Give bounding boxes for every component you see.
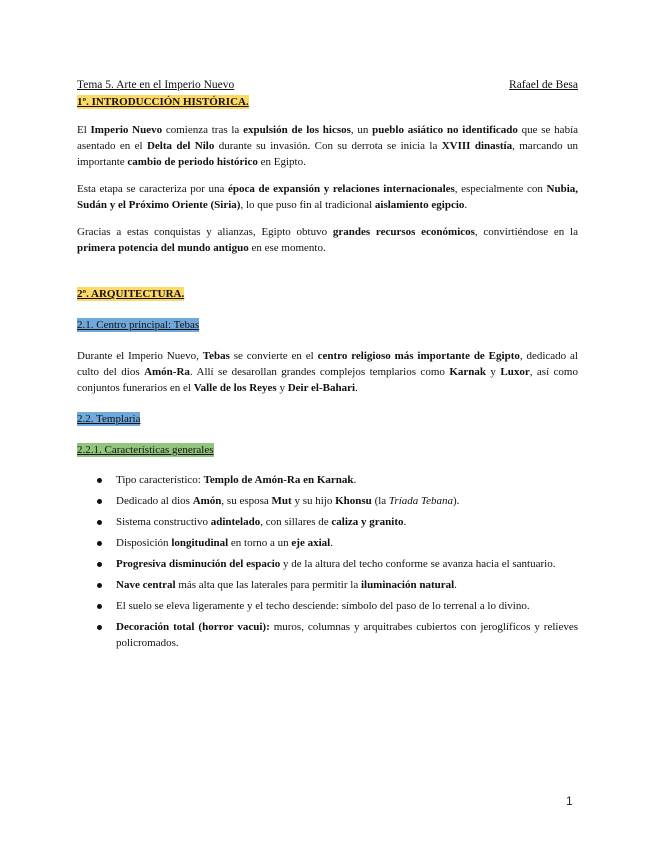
section-1-heading-line xyxy=(77,94,578,110)
tebas-paragraph xyxy=(77,348,578,396)
text-run: Disposición xyxy=(116,537,172,549)
bold-text: Tebas xyxy=(202,350,230,362)
subsection-2-1-heading-line xyxy=(77,317,578,333)
text-run: . xyxy=(403,516,407,528)
text-run: se convierte en el xyxy=(229,350,318,362)
bullet-icon xyxy=(97,583,102,588)
bold-text: Khonsu xyxy=(335,495,372,507)
subsection-2-2-1-heading: 2.2.1. Características generales xyxy=(77,444,214,456)
list-item xyxy=(77,619,578,651)
intro-paragraph-1 xyxy=(77,122,578,170)
text-run: . xyxy=(353,474,357,486)
bullet-icon xyxy=(97,625,102,630)
text-run: , lo que puso fin al tradicional xyxy=(240,199,375,211)
text-run: . xyxy=(330,537,333,549)
bullet-icon xyxy=(97,604,102,609)
text-run: , un xyxy=(350,124,373,136)
list-item xyxy=(77,493,578,509)
list-item xyxy=(77,535,578,551)
page-header xyxy=(77,78,578,92)
text-run: y de la altura del techo conforme se avanza hacia el santuario. xyxy=(280,558,556,570)
text-run: , con sillares de xyxy=(260,516,332,528)
bold-text: Delta del Nilo xyxy=(146,140,215,152)
bold-text: cambio de periodo histórico xyxy=(127,156,258,168)
list-item xyxy=(77,472,578,488)
text-run: . xyxy=(454,579,457,591)
text-run: , convirtiéndose en la xyxy=(474,226,578,238)
text-run: El xyxy=(77,124,91,136)
bold-text: primera potencia del mundo antiguo xyxy=(77,242,249,254)
bold-text: pueblo asiático no identificado xyxy=(372,124,518,136)
bold-text: eje axial xyxy=(291,537,331,549)
bold-text: grandes recursos económicos xyxy=(332,226,475,238)
text-run: y xyxy=(276,382,288,394)
text-run: Sistema constructivo xyxy=(116,516,211,528)
subsection-2-2-1-heading-line xyxy=(77,442,578,458)
bold-text: Imperio Nuevo xyxy=(90,124,163,136)
header-title: Tema 5. Arte en el Imperio Nuevo xyxy=(77,79,235,91)
intro-paragraph-2 xyxy=(77,181,578,213)
bold-text: Amón xyxy=(192,495,222,507)
text-run: y xyxy=(486,366,501,378)
bold-text: caliza y granito xyxy=(331,516,404,528)
section-2-heading-line xyxy=(77,286,578,302)
text-run: durante su invasión. Con su derrota se inicia la xyxy=(214,140,442,152)
text-run: . xyxy=(464,199,468,211)
bold-text: Amón-Ra xyxy=(144,366,190,378)
bold-text: Mut xyxy=(271,495,292,507)
bold-text: Luxor xyxy=(500,366,530,378)
list-item xyxy=(77,577,578,593)
list-item xyxy=(77,598,578,614)
list-item xyxy=(77,556,578,572)
italic-text: Tríada Tebana xyxy=(388,495,454,507)
bold-text: expulsión de los hicsos xyxy=(243,124,351,136)
header-author: Rafael de Besa xyxy=(509,79,578,91)
text-run: , así como conjuntos funerarios en el xyxy=(77,366,578,394)
bold-text: Templo de Amón-Ra en Karnak xyxy=(203,474,354,486)
text-run: , marcando un importante xyxy=(77,140,578,168)
bold-text: adintelado xyxy=(210,516,261,528)
text-run: Tipo característico: xyxy=(116,474,204,486)
text-run: (la xyxy=(371,495,389,507)
bullet-icon xyxy=(97,562,102,567)
bullet-icon xyxy=(97,499,102,504)
text-run: y su hijo xyxy=(291,495,336,507)
subsection-2-2-heading-line xyxy=(77,411,578,427)
text-run: . xyxy=(355,382,358,394)
bold-text: Deir el-Bahari xyxy=(287,382,356,394)
text-run: que se había asentado en el xyxy=(77,124,579,152)
text-run: . Allí se desarollan grandes complejos templarios como xyxy=(189,366,450,378)
text-run: , dedicado al culto del dios xyxy=(77,350,578,378)
bold-text: época de expansión y relaciones internacionales xyxy=(228,183,455,195)
document-page xyxy=(77,78,578,656)
text-run: Esta etapa se caracteriza por una xyxy=(77,183,229,195)
text-run: en Egipto. xyxy=(257,156,306,168)
section-2-heading: 2º. ARQUITECTURA. xyxy=(77,288,185,300)
bold-text: Nave central xyxy=(116,579,176,591)
bold-text: Nubia, Sudán y el Próximo Oriente (Siria) xyxy=(77,183,579,211)
text-run: comienza tras la xyxy=(162,124,244,136)
bullet-icon xyxy=(97,478,102,483)
bold-text: centro religioso más importante de Egipto xyxy=(317,350,520,362)
characteristics-list xyxy=(77,472,578,651)
text-run: más alta que las laterales para permitir la xyxy=(175,579,361,591)
bold-text: Decoración total (horror vacui): xyxy=(116,621,270,633)
list-item xyxy=(77,514,578,530)
bullet-icon xyxy=(97,520,102,525)
bold-text: Valle de los Reyes xyxy=(193,382,277,394)
bullet-icon xyxy=(97,541,102,546)
text-run: , su esposa xyxy=(221,495,272,507)
bold-text: aislamiento egipcio xyxy=(374,199,465,211)
bold-text: iluminación natural xyxy=(360,579,455,591)
text-run: , especialmente con xyxy=(454,183,547,195)
bold-text: Karnak xyxy=(449,366,486,378)
text-run: Gracias a estas conquistas y alianzas, Egipto obtuvo xyxy=(77,226,333,238)
subsection-2-2-heading: 2.2. Templaria xyxy=(77,413,141,425)
text-run: en ese momento. xyxy=(248,242,326,254)
page-number: 1 xyxy=(566,794,573,808)
text-run: Durante el Imperio Nuevo, xyxy=(77,350,203,362)
intro-paragraph-3 xyxy=(77,224,578,256)
text-run: muros, columnas y arquitrabes cubiertos con jeroglíficos y relieves policromados. xyxy=(116,621,578,649)
text-run: ). xyxy=(453,495,460,507)
bold-text: Progresiva disminución del espacio xyxy=(116,558,281,570)
text-run: El suelo se eleva ligeramente y el techo desciende: símbolo del paso de lo terrenal a lo divino. xyxy=(116,600,530,612)
bold-text: XVIII dinastía xyxy=(441,140,513,152)
text-run: en torno a un xyxy=(228,537,292,549)
text-run: Dedicado al dios xyxy=(116,495,193,507)
section-1-heading: 1º. INTRODUCCIÓN HISTÓRICA. xyxy=(77,96,249,108)
subsection-2-1-heading: 2.1. Centro principal: Tebas xyxy=(77,319,200,331)
bold-text: longitudinal xyxy=(171,537,229,549)
